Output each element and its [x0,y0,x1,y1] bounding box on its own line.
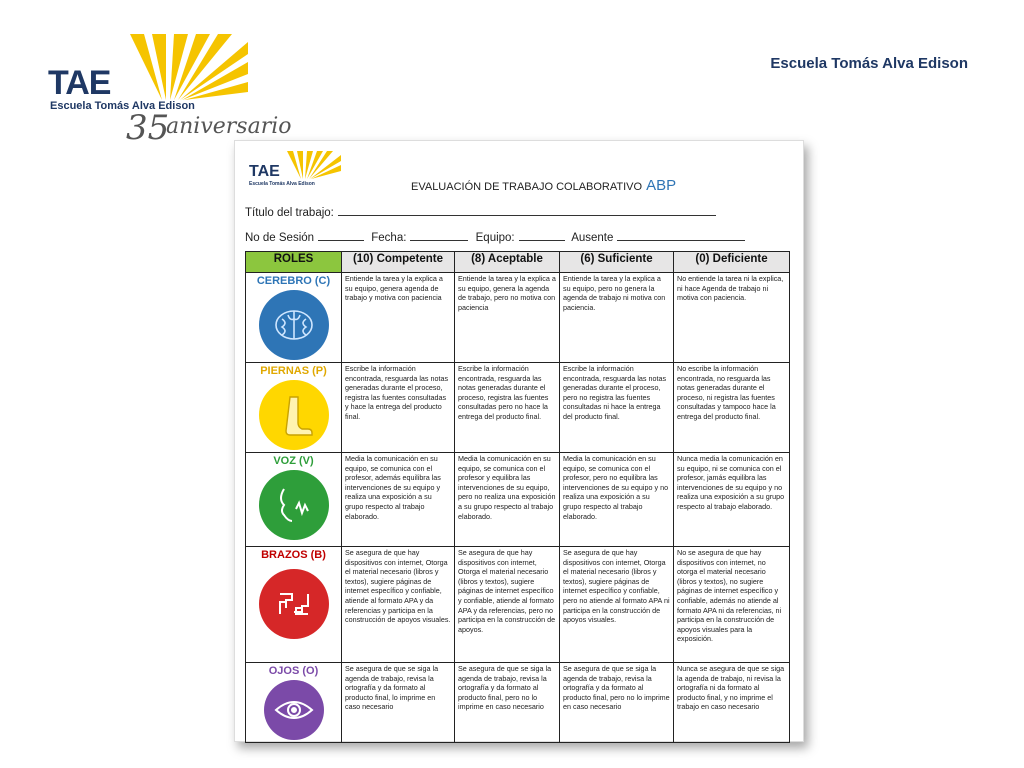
brain-icon [259,290,329,360]
arms-icon [259,569,329,639]
role-cell-ojos [246,663,342,743]
session-field-line [245,230,749,244]
role-name-voz: VOZ (V) [273,455,314,467]
ausente-label: Ausente [571,232,614,244]
sesion-blank [318,230,364,241]
role-cell-voz [246,453,342,547]
fecha-blank [410,230,468,241]
eye-icon [264,680,324,740]
role-name-piernas: PIERNAS (P) [260,365,327,377]
sheet-logo-subtitle: Escuela Tomás Alva Edison [249,181,315,187]
logo-anniversary-number: 35 [126,108,170,148]
sheet-logo [249,151,339,191]
cell-ojos-aceptable: Se asegura de que se siga la agenda de trabajo, revisa la ortografía y da formato al producto final, pero no lo imprime en caso necesario [455,663,560,743]
cell-piernas-deficiente: No escribe la información encontrada, no resguarda las notas generadas durante el proceso, ni registra las fuentes consultadas y tampoco hace la entrega del producto final. [674,363,790,453]
column-header-aceptable: (8) Aceptable [455,252,560,273]
voice-icon [259,470,329,540]
cell-cerebro-suficiente: Entiende la tarea y la explica a su equipo, pero no genera la agenda de trabajo ni motiva con paciencia. [560,273,674,363]
role-cell-cerebro [246,273,342,363]
cell-cerebro-deficiente: No entiende la tarea ni la explica, ni hace Agenda de trabajo ni motiva con paciencia. [674,273,790,363]
cell-ojos-competente: Se asegura de que se siga la agenda de trabajo, revisa la ortografía y da formato al producto final, lo imprime en caso necesario [342,663,455,743]
school-name-header: Escuela Tomás Alva Edison [770,55,968,72]
cell-ojos-deficiente: Nunca se asegura de que se siga la agenda de trabajo, ni revisa la ortografía ni da formato al producto final, y no imprime el trabajo en caso necesario [674,663,790,743]
cell-voz-competente: Media la comunicación en su equipo, se comunica con el profesor, además equilibra las intervenciones de su equipo y realiza una exposición a su grupo respecto al trabajo elaborado. [342,453,455,547]
rubric-document [234,140,804,742]
role-cell-brazos [246,547,342,663]
logo-subtitle: Escuela Tomás Alva Edison [50,100,195,112]
sheet-title-text: EVALUACIÓN DE TRABAJO COLABORATIVO [411,181,643,193]
rubric-table [245,251,790,743]
sun-rays-icon [122,34,248,100]
role-name-brazos: BRAZOS (B) [261,549,326,561]
column-header-competente: (10) Competente [342,252,455,273]
cell-brazos-deficiente: No se asegura de que hay dispositivos con internet, no otorga el material necesario (libros y textos), no sugiere páginas de internet específico y confiable, además no atiende al formato APA ni da referencias, ni participa en la construcción de apoyos visuales para la exposición. [674,547,790,663]
cell-cerebro-aceptable: Entiende la tarea y la explica a su equipo, genera la agenda de trabajo, pero no motiva con paciencia [455,273,560,363]
cell-piernas-competente: Escribe la información encontrada, resguarda las notas generadas durante el proceso, registra las fuentes consultadas y hace la entrega del producto final. [342,363,455,453]
table-row-cerebro [246,273,790,363]
cell-voz-aceptable: Media la comunicación en su equipo, se comunica con el profesor y equilibra las intervenciones de su equipo, pero no realiza una exposición a su grupo respecto al trabajo elaborado. [455,453,560,547]
leg-icon [259,380,329,450]
ausente-blank [617,230,745,241]
cell-brazos-aceptable: Se asegura de que hay dispositivos con internet, Otorga el material necesario (libros y textos), sugiere páginas de internet específico y confiable, atiende al formato APA y da referencias, pero no participa en la construcción de apoyos. [455,547,560,663]
cell-cerebro-competente: Entiende la tarea y la explica a su equipo, genera agenda de trabajo y motiva con paciencia [342,273,455,363]
cell-piernas-suficiente: Escribe la información encontrada, resguarda las notas generadas durante el proceso, pero no registra las fuentes consultadas ni hace la entrega del producto final. [560,363,674,453]
rubric-header-row [246,252,790,273]
role-name-ojos: OJOS (O) [268,665,319,677]
column-header-deficiente: (0) Deficiente [674,252,790,273]
logo-tae-text: TAE [48,64,111,102]
cell-brazos-competente: Se asegura de que hay dispositivos con internet, Otorga el material necesario (libros y textos), sugiere páginas de internet específico y confiable, atiende al formato APA y da referencias y participa en la construcción de apoyos visuales. [342,547,455,663]
cell-ojos-suficiente: Se asegura de que se siga la agenda de trabajo, revisa la ortografía y da formato al producto final, pero no lo imprime en caso necesario [560,663,674,743]
logo-anniversary-word: aniversario [166,114,292,139]
title-field-line [245,205,720,219]
cell-piernas-aceptable: Escribe la información encontrada, resguarda las notas generadas durante el proceso, registra las fuentes consultadas pero no hace la entrega del producto final. [455,363,560,453]
table-row-voz [246,453,790,547]
cell-voz-deficiente: Nunca media la comunicación en su equipo, ni se comunica con el profesor, jamás equilibra las intervenciones de su equipo y no realiza una exposición a su grupo respecto al trabajo elaborado. [674,453,790,547]
column-header-suficiente: (6) Suficiente [560,252,674,273]
sesion-label: No de Sesión [245,232,315,244]
cell-voz-suficiente: Media la comunicación en su equipo, se comunica con el profesor, pero no equilibra las intervenciones de su equipo y no realiza una exposición a su grupo respecto al trabajo elaborado. [560,453,674,547]
fecha-label: Fecha: [371,232,407,244]
equipo-blank [519,230,565,241]
sheet-title [411,177,676,194]
table-row-brazos [246,547,790,663]
sheet-logo-tae: TAE [249,163,280,180]
role-cell-piernas [246,363,342,453]
equipo-label: Equipo: [475,232,515,244]
table-row-piernas [246,363,790,453]
sheet-title-accent: ABP [646,177,677,194]
table-row-ojos [246,663,790,743]
titulo-blank [338,205,716,216]
role-name-cerebro: CEREBRO (C) [256,275,331,287]
titulo-label: Título del trabajo: [245,207,334,219]
sheet-sun-icon [283,151,341,179]
cell-brazos-suficiente: Se asegura de que hay dispositivos con internet, Otorga el material necesario (libros y textos), sugiere páginas de internet específico y confiable, pero no atiende al formato APA ni participa en la construcción de apoyos visuales. [560,547,674,663]
column-header-roles: ROLES [246,252,342,273]
